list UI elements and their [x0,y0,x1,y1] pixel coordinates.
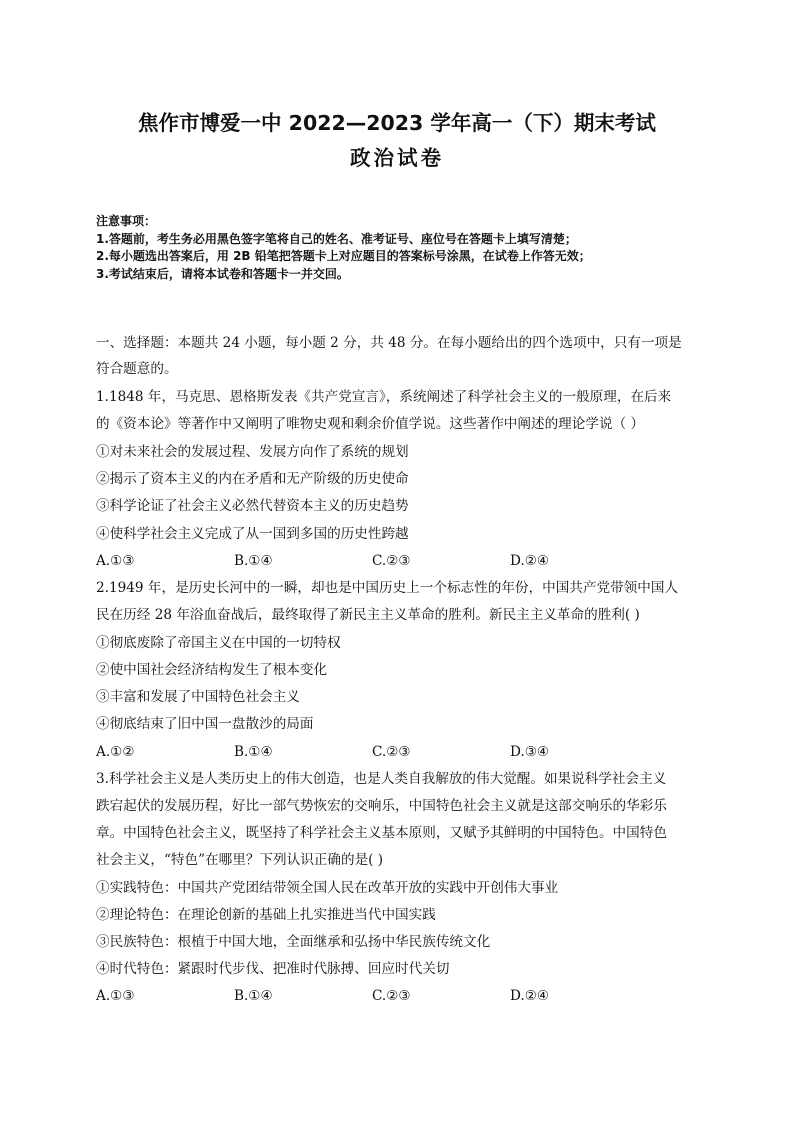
question-stem: 2.1949 年，是历史长河中的一瞬，却也是中国历史上一个标志性的年份，中国共产党带领中国人 [96,580,679,596]
notice-heading: 注意事项： [96,214,157,228]
question-stem: 跌宕起伏的发展历程，好比一部气势恢宏的交响乐，中国特色社会主义就是这部交响乐的华彩乐 [96,798,667,814]
answer-option-d: D.③④ [510,744,550,760]
statement-item: ①实践特色：中国共产党团结带领全国人民在改革开放的实践中开创伟大事业 [96,880,559,896]
statement-item: ④使科学社会主义完成了从一国到多国的历史性跨越 [96,526,409,542]
answer-option-d: D.②④ [510,553,550,569]
statement-item: ①彻底废除了帝国主义在中国的一切特权 [96,635,341,651]
statement-item: ②使中国社会经济结构发生了根本变化 [96,662,328,678]
answer-option-c: C.②③ [372,988,411,1004]
answer-option-c: C.②③ [372,553,411,569]
question-stem: 民在历经 28 年浴血奋战后，最终取得了新民主主义革命的胜利。新民主主义革命的胜利( ) [96,607,640,623]
section-heading: 一、选择题：本题共 24 小题，每小题 2 分，共 48 分。在每小题给出的四个选项中，只有一项是 [96,335,682,351]
answer-option-d: D.②④ [510,988,550,1004]
question-stem: 1.1848 年，马克思、恩格斯发表《共产党宣言》，系统阐述了科学社会主义的一般原理，在后来 [96,389,672,405]
question-stem: 的《资本论》等著作中又阐明了唯物史观和剩余价值学说。这些著作中阐述的理论学说（ ） [96,416,645,432]
statement-item: ②揭示了资本主义的内在矛盾和无产阶级的历史使命 [96,471,409,487]
answer-option-b: B.①④ [234,553,273,569]
question-stem: 社会主义，“特色”在哪里？下列认识正确的是( ) [96,852,384,868]
exam-title: 焦作市博爱一中 2022—2023 学年高一（下）期末考试 [138,111,656,135]
section-heading-cont: 符合题意的。 [96,361,178,377]
notice-item: 2.每小题选出答案后，用 2B 铅笔把答题卡上对应题目的答案标号涂黑，在试卷上作答无效； [96,249,591,263]
exam-subject: 政治试卷 [350,146,444,170]
answer-option-c: C.②③ [372,744,411,760]
statement-item: ③科学论证了社会主义必然代替资本主义的历史趋势 [96,498,409,514]
notice-item: 3.考试结束后，请将本试卷和答题卡一并交回。 [96,266,349,281]
statement-item: ④时代特色：紧跟时代步伐、把准时代脉搏、回应时代关切 [96,961,450,977]
statement-item: ③丰富和发展了中国特色社会主义 [96,689,300,705]
statement-item: ①对未来社会的发展过程、发展方向作了系统的规划 [96,444,409,460]
question-stem: 章。中国特色社会主义，既坚持了科学社会主义基本原则，又赋予其鲜明的中国特色。中国特色 [96,825,667,841]
answer-option-b: B.①④ [234,988,273,1004]
answer-option-a: A.①③ [96,553,135,569]
statement-item: ②理论特色：在理论创新的基础上扎实推进当代中国实践 [96,907,436,923]
statement-item: ④彻底结束了旧中国一盘散沙的局面 [96,716,314,732]
answer-option-a: A.①② [96,744,135,760]
notice-item: 1.答题前，考生务必用黑色签字笔将自己的姓名、准考证号、座位号在答题卡上填写清楚； [96,231,577,246]
statement-item: ③民族特色：根植于中国大地，全面继承和弘扬中华民族传统文化 [96,934,491,950]
question-stem: 3.科学社会主义是人类历史上的伟大创造，也是人类自我解放的伟大觉醒。如果说科学社会主义 [96,771,667,787]
notice-block [96,213,591,283]
answer-option-a: A.①③ [96,988,135,1004]
answer-option-b: B.①④ [234,744,273,760]
